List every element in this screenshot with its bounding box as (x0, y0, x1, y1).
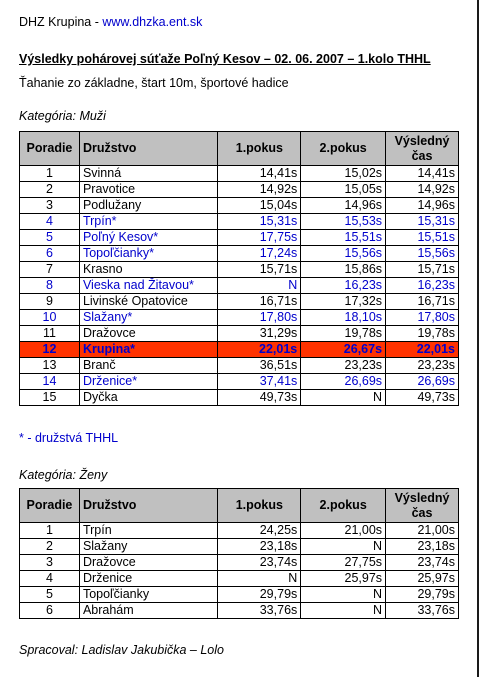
cell-result: 14,96s (386, 198, 459, 214)
table-row (20, 326, 459, 342)
cell-attempt1: 17,75s (218, 230, 301, 246)
website-link[interactable]: www.dhzka.ent.sk (102, 15, 203, 29)
cell-attempt1: N (218, 278, 301, 294)
cell-rank: 11 (20, 326, 80, 342)
cell-attempt2: 16,23s (301, 278, 386, 294)
cell-attempt1: 16,71s (218, 294, 301, 310)
cell-attempt2: N (301, 587, 386, 603)
table-row (20, 342, 459, 358)
cell-attempt1: 17,80s (218, 310, 301, 326)
cell-team: Topoľčianky* (79, 246, 218, 262)
cell-attempt2: 15,02s (301, 166, 386, 182)
cell-result: 16,71s (386, 294, 459, 310)
table-row (20, 198, 459, 214)
cell-rank: 10 (20, 310, 80, 326)
cell-team: Drženice (79, 571, 218, 587)
cell-attempt1: 49,73s (218, 390, 301, 406)
cell-attempt1: 23,74s (218, 555, 301, 571)
cell-rank: 6 (20, 246, 80, 262)
cell-result: 14,92s (386, 182, 459, 198)
cell-team: Pravotice (79, 182, 218, 198)
cell-result: 49,73s (386, 390, 459, 406)
cell-attempt2: 23,23s (301, 358, 386, 374)
cell-attempt1: 37,41s (218, 374, 301, 390)
cell-attempt2: 27,75s (301, 555, 386, 571)
table-row (20, 278, 459, 294)
cell-team: Dyčka (79, 390, 218, 406)
table-header-row (20, 489, 459, 523)
cell-result: 15,51s (386, 230, 459, 246)
cell-team: Slažany (79, 539, 218, 555)
cell-result: 23,23s (386, 358, 459, 374)
table-row (20, 246, 459, 262)
cell-result: 23,74s (386, 555, 459, 571)
cell-result: 23,18s (386, 539, 459, 555)
cell-attempt2: 15,53s (301, 214, 386, 230)
cell-attempt2: N (301, 603, 386, 619)
cell-result: 25,97s (386, 571, 459, 587)
page-border (477, 0, 479, 677)
cell-result: 19,78s (386, 326, 459, 342)
cell-result: 26,69s (386, 374, 459, 390)
document-title: Výsledky pohárovej súťaže Poľný Kesov – 02. 06. 2007 – 1.kolo THHL (19, 52, 431, 66)
cell-team: Abrahám (79, 603, 218, 619)
cell-result: 15,56s (386, 246, 459, 262)
cell-attempt1: 31,29s (218, 326, 301, 342)
cell-team: Livinské Opatovice (79, 294, 218, 310)
col-header-attempt1: 1.pokus (218, 132, 301, 166)
cell-rank: 13 (20, 358, 80, 374)
men-results-table (19, 131, 459, 406)
cell-rank: 1 (20, 523, 80, 539)
cell-rank: 4 (20, 571, 80, 587)
cell-team: Topoľčianky (79, 587, 218, 603)
cell-rank: 2 (20, 182, 80, 198)
cell-rank: 9 (20, 294, 80, 310)
cell-rank: 1 (20, 166, 80, 182)
cell-attempt2: 15,51s (301, 230, 386, 246)
col-header-result: Výsledný čas (386, 132, 459, 166)
cell-attempt2: 19,78s (301, 326, 386, 342)
col-header-attempt2: 2.pokus (301, 132, 386, 166)
cell-result: 33,76s (386, 603, 459, 619)
cell-rank: 12 (20, 342, 80, 358)
cell-attempt1: 15,04s (218, 198, 301, 214)
cell-rank: 3 (20, 555, 80, 571)
table-row (20, 358, 459, 374)
cell-attempt2: N (301, 539, 386, 555)
cell-attempt1: 24,25s (218, 523, 301, 539)
cell-attempt2: 18,10s (301, 310, 386, 326)
cell-result: 17,80s (386, 310, 459, 326)
cell-rank: 7 (20, 262, 80, 278)
table-row (20, 539, 459, 555)
table-header-row (20, 132, 459, 166)
cell-result: 21,00s (386, 523, 459, 539)
cell-attempt2: 17,32s (301, 294, 386, 310)
col-header-rank: Poradie (20, 132, 80, 166)
col-header-team: Družstvo (79, 489, 218, 523)
cell-attempt1: N (218, 571, 301, 587)
cell-rank: 3 (20, 198, 80, 214)
org-name: DHZ Krupina - (19, 15, 103, 29)
cell-attempt1: 23,18s (218, 539, 301, 555)
document-subtitle: Ťahanie zo základne, štart 10m, športové hadice (19, 76, 289, 90)
cell-team: Svinná (79, 166, 218, 182)
cell-rank: 14 (20, 374, 80, 390)
cell-attempt1: 15,71s (218, 262, 301, 278)
cell-result: 15,31s (386, 214, 459, 230)
cell-attempt2: 15,56s (301, 246, 386, 262)
men-table-body (20, 166, 459, 406)
cell-attempt2: 26,69s (301, 374, 386, 390)
women-results-table (19, 488, 459, 619)
cell-team: Dražovce (79, 326, 218, 342)
table-row (20, 571, 459, 587)
col-header-attempt1: 1.pokus (218, 489, 301, 523)
cell-attempt2: 21,00s (301, 523, 386, 539)
cell-team: Poľný Kesov* (79, 230, 218, 246)
cell-attempt1: 14,41s (218, 166, 301, 182)
cell-attempt2: 26,67s (301, 342, 386, 358)
cell-team: Krupina* (79, 342, 218, 358)
col-header-result: Výsledný čas (386, 489, 459, 523)
cell-team: Drženice* (79, 374, 218, 390)
signature: Spracoval: Ladislav Jakubička – Lolo (19, 643, 224, 657)
table-row (20, 523, 459, 539)
table-row (20, 390, 459, 406)
table-row (20, 230, 459, 246)
page-header (19, 15, 202, 29)
cell-attempt2: 15,86s (301, 262, 386, 278)
cell-team: Branč (79, 358, 218, 374)
cell-rank: 8 (20, 278, 80, 294)
cell-rank: 15 (20, 390, 80, 406)
cell-attempt1: 17,24s (218, 246, 301, 262)
table-row (20, 603, 459, 619)
cell-team: Podlužany (79, 198, 218, 214)
cell-attempt2: 15,05s (301, 182, 386, 198)
table-row (20, 587, 459, 603)
cell-attempt2: N (301, 390, 386, 406)
table-row (20, 555, 459, 571)
table-row (20, 182, 459, 198)
cell-attempt1: 36,51s (218, 358, 301, 374)
cell-attempt1: 22,01s (218, 342, 301, 358)
cell-team: Trpín (79, 523, 218, 539)
cell-rank: 6 (20, 603, 80, 619)
category-women-label: Kategória: Ženy (19, 468, 108, 482)
table-row (20, 310, 459, 326)
cell-rank: 5 (20, 587, 80, 603)
table-row (20, 214, 459, 230)
col-header-team: Družstvo (79, 132, 218, 166)
cell-result: 14,41s (386, 166, 459, 182)
table-row (20, 374, 459, 390)
cell-result: 15,71s (386, 262, 459, 278)
cell-attempt2: 14,96s (301, 198, 386, 214)
cell-attempt1: 15,31s (218, 214, 301, 230)
cell-team: Krasno (79, 262, 218, 278)
cell-rank: 2 (20, 539, 80, 555)
table-row (20, 294, 459, 310)
footnote: * - družstvá THHL (19, 431, 119, 445)
cell-attempt1: 14,92s (218, 182, 301, 198)
cell-team: Dražovce (79, 555, 218, 571)
cell-team: Slažany* (79, 310, 218, 326)
cell-result: 22,01s (386, 342, 459, 358)
cell-rank: 5 (20, 230, 80, 246)
table-row (20, 262, 459, 278)
cell-result: 16,23s (386, 278, 459, 294)
cell-attempt1: 29,79s (218, 587, 301, 603)
cell-result: 29,79s (386, 587, 459, 603)
cell-attempt1: 33,76s (218, 603, 301, 619)
women-table-body (20, 523, 459, 619)
col-header-rank: Poradie (20, 489, 80, 523)
table-row (20, 166, 459, 182)
cell-team: Vieska nad Žitavou* (79, 278, 218, 294)
cell-attempt2: 25,97s (301, 571, 386, 587)
category-men-label: Kategória: Muži (19, 109, 106, 123)
col-header-attempt2: 2.pokus (301, 489, 386, 523)
cell-rank: 4 (20, 214, 80, 230)
cell-team: Trpín* (79, 214, 218, 230)
